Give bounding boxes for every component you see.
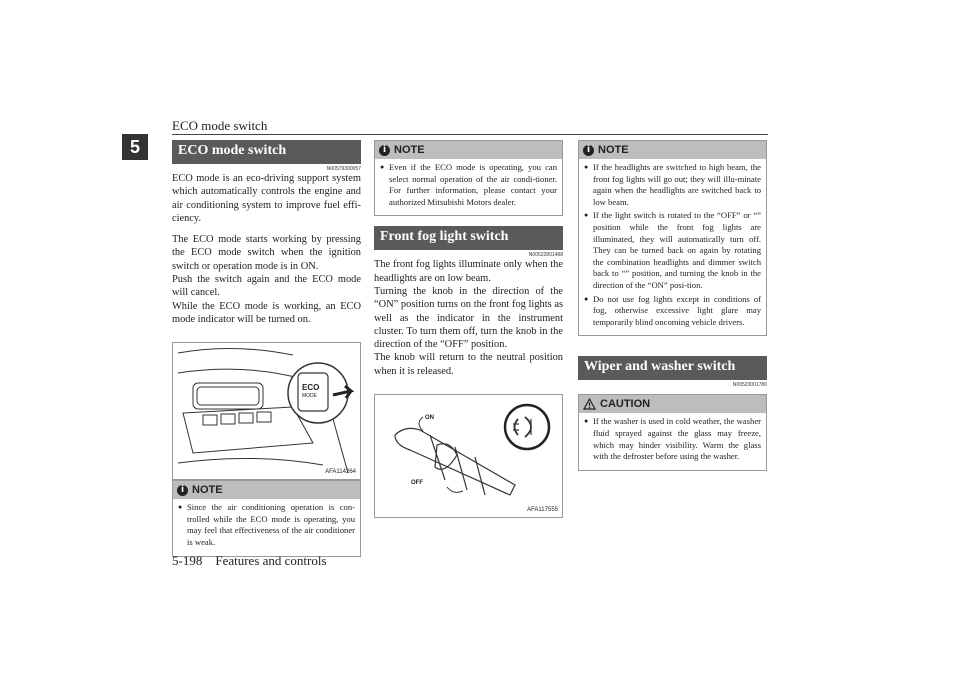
doc-id: N00523001780: [732, 382, 767, 389]
column-notes-wiper: [578, 140, 767, 471]
note-item: ● If the light switch is rotated to the “OFF” or “” position while the front fog lights are illuminated, they will automatically turn off. They can be turned back on again by rotating the combination headlights and dimmer switch back to “” position, and turning the knob in the direction of the “ON” posi-tion.: [584, 210, 761, 291]
caution-title: CAUTION: [600, 398, 651, 411]
paragraph: While the ECO mode is working, an ECO mode indicator will be turned on.: [172, 300, 361, 325]
off-position-label: OFF: [411, 480, 423, 487]
page-header-title: ECO mode switch: [172, 118, 268, 133]
section-heading-fog-light: Front fog light switch: [374, 226, 563, 250]
on-position-label: ON: [425, 415, 434, 422]
section-heading-eco-mode: ECO mode switch: [172, 140, 361, 164]
info-icon: i: [177, 485, 188, 496]
eco-switch-illustration: [172, 342, 361, 480]
figure-label: AFA117555: [527, 507, 558, 514]
note-title: NOTE: [394, 144, 425, 156]
note-title: NOTE: [598, 144, 629, 156]
eco-switch-sublabel: MODE: [302, 393, 317, 400]
note-item: ● If the headlights are switched to high beam, the front fog lights will go out; they will illu-minate again when the headlights are switched back to low beam.: [584, 162, 761, 208]
note-box: [374, 140, 563, 216]
page-number: 5-198: [172, 553, 203, 568]
page-footer: [172, 553, 327, 569]
column-fog-light: [374, 140, 563, 518]
info-icon: i: [583, 145, 594, 156]
fog-switch-illustration: [374, 394, 563, 518]
note-item: ● Since the air conditioning operation is con-trolled while the ECO mode is operating, you may feel that effectiveness of the air conditioner is weak.: [178, 502, 355, 548]
caution-box: [578, 394, 767, 470]
footer-section: Features and controls: [215, 553, 327, 568]
doc-id: N00522801488: [528, 252, 563, 259]
section-heading-wiper: Wiper and washer switch: [578, 356, 767, 380]
dashboard-switch-drawing: [173, 343, 361, 479]
paragraph: Turning the knob in the direction of the “ON” position turns on the front fog lights as well as the indicator in the instrument cluster. To turn them off, turn the knob in the direction of the “OFF” position.: [374, 285, 563, 351]
paragraph: ECO mode is an eco-driving support system which automatically controls the engine and air conditioning system to improve fuel effi-ciency.: [172, 173, 361, 224]
paragraph: The front fog lights illuminate only when the headlights are on low beam.: [374, 259, 563, 284]
doc-id: N00579300057: [326, 166, 361, 172]
caution-item: ● If the washer is used in cold weather, the washer fluid sprayed against the glass may freeze, which may hinder visibility. Warm the glass with the defroster before using the washer.: [584, 416, 761, 462]
info-icon: i: [379, 145, 390, 156]
note-item: ● Even if the ECO mode is operating, you can select normal operation of the air condi-tioner. For further information, please contact your authorized Mitsubishi Motors dealer.: [380, 162, 557, 208]
note-item: ● Do not use fog lights except in conditions of fog, otherwise excessive light glare may temporarily blind oncoming vehicle drivers.: [584, 294, 761, 329]
figure-label: AFA114264: [325, 469, 356, 476]
note-title: NOTE: [192, 484, 223, 497]
note-header: [579, 141, 766, 159]
caution-header: [579, 395, 766, 413]
paragraph: The ECO mode starts working by pressing the ECO mode switch when the ignition switch or operation mode is in ON.: [172, 234, 361, 272]
chapter-tab: 5: [122, 134, 148, 160]
paragraph: The knob will return to the neutral position when it is released.: [374, 352, 563, 377]
note-box: [578, 140, 767, 336]
warning-triangle-icon: [583, 398, 596, 410]
header-divider: [172, 134, 768, 135]
column-eco-mode: [172, 140, 361, 557]
eco-switch-label: ECO: [302, 383, 320, 393]
stalk-switch-drawing: [375, 395, 563, 517]
note-header: [173, 481, 360, 499]
note-header: [375, 141, 562, 159]
paragraph: Push the switch again and the ECO mode will cancel.: [172, 274, 361, 299]
note-box: [172, 480, 361, 556]
